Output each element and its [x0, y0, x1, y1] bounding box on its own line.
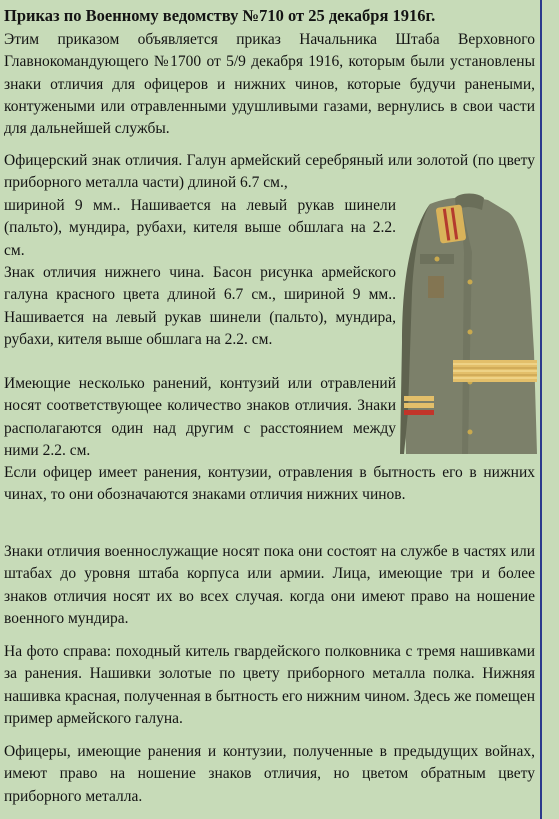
photo-note-paragraph: На фото справа: походный китель гвардейского полковника с тремя нашивками за ранения. Нашивки золотые по цвету приборного металла полка. Нижняя нашивка красная, полученная в бытность его нижним чином. Здесь же помещен пример армейского галуна. — [4, 643, 535, 727]
wound-stripe-red — [404, 410, 434, 415]
previous-wars-paragraph: Офицеры, имеющие ранения и контузии, полученные в предыдущих войнах, имеют право на ношение знаков отличия, но цветом обратным цвету приборного металла. — [4, 743, 535, 805]
wound-stripes — [404, 396, 434, 415]
officer-lower-rank-paragraph: Если офицер имеет ранения, контузии, отравления в бытность его в нижних чинах, то они обозначаются знаками отличия нижних чинов. — [4, 464, 535, 504]
medal-ribbon — [428, 276, 444, 298]
breast-pocket — [420, 254, 454, 264]
tunic-photo — [400, 192, 537, 462]
service-paragraph: Знаки отличия военнослужащие носят пока они состоят на службе в частях или штабах до уровня штаба корпуса или армии. Лица, имеющие три и более знаков отличия носят их во всех случая. когда они имеют право на ношение военного мундира. — [4, 543, 535, 627]
wound-stripe-gold-1 — [404, 396, 434, 401]
officer-badge-paragraph-cont: шириной 9 мм.. Нашивается на левый рукав шинели (пальто), мундира, рубахи, кителя выше обшлага на 2.2. см. — [4, 197, 396, 259]
wound-stripe-gold-2 — [404, 403, 434, 408]
several-wounds-paragraph: Имеющие несколько ранений, контузий или отравлений носят соответствующее количество знаков отличия. Знаки располагаются один над другим с расстоянием между ними 2.2. см. — [4, 375, 396, 459]
page-title: Приказ по Военному ведомству №710 от 25 декабря 1916г. — [4, 6, 436, 25]
intro-paragraph: Этим приказом объявляется приказ Начальника Штаба Верховного Главнокомандующего №1700 от 5/9 декабря 1916, которым были установлены знаки отличия для офицеров и нижних чинов, которые будучи ранеными, контужеными или отравленными удушливыми газами, вернулись в свои части для дальнейшей службы. — [4, 31, 535, 138]
lower-rank-badge-paragraph: Знак отличия нижнего чина. Басон рисунка армейского галуна красного цвета длиной 6.7 см., шириной 9 мм.. Нашивается на левый рукав шинели (пальто), мундира, рубахи, кителя выше обшлага на 2.2. см. — [4, 264, 396, 348]
shoulder-board — [436, 204, 467, 243]
officer-badge-paragraph: Офицерский знак отличия. Галун армейский серебряный или золотой (по цвету приборного металла части) длиной 6.7 см., — [4, 152, 535, 192]
page-edge-line — [540, 0, 542, 819]
army-galloon-sample — [453, 360, 537, 382]
